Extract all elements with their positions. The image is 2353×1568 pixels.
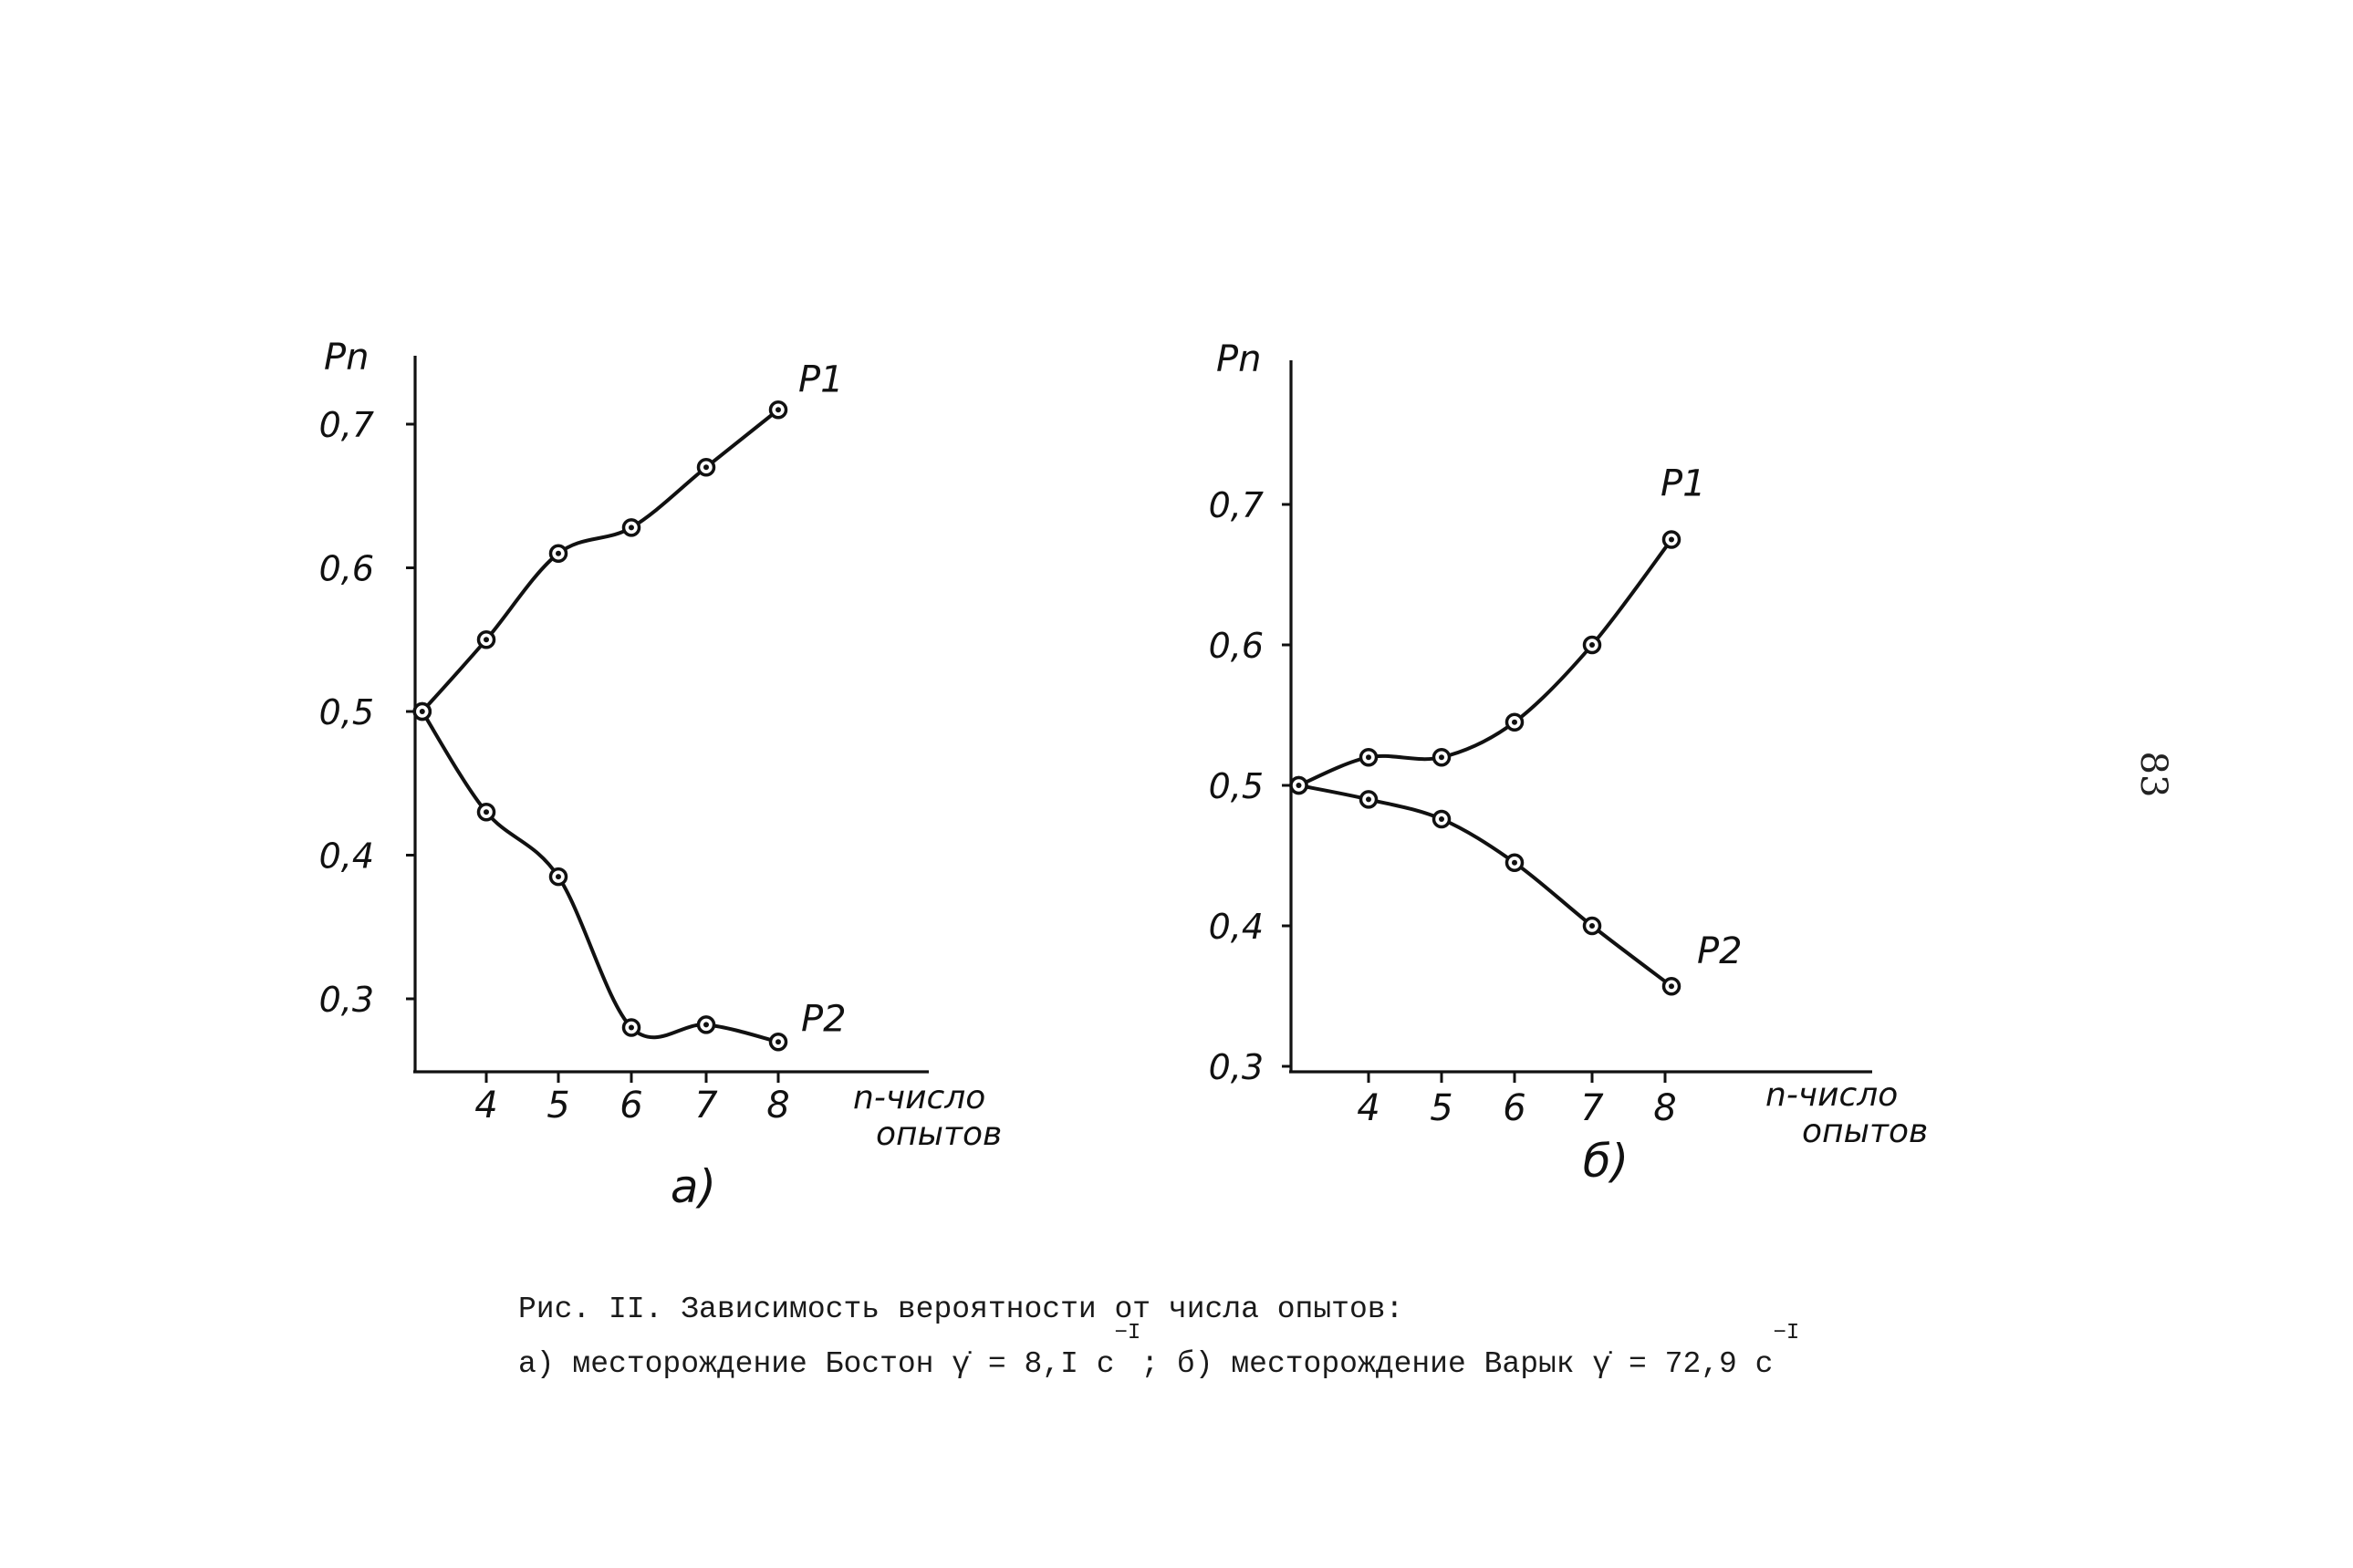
x-tick-label: 8 <box>766 1085 790 1127</box>
data-point-center <box>629 524 634 530</box>
x-axis-label-line-1: n-число <box>1765 1076 1899 1114</box>
data-point-center <box>1669 537 1674 543</box>
x-tick-label: 5 <box>1430 1087 1453 1129</box>
caption-exponent-a: −I <box>1114 1321 1141 1345</box>
y-tick-label: 0,4 <box>1208 907 1264 947</box>
data-point-center <box>629 1025 634 1031</box>
y-tick-label: 0,7 <box>318 405 374 445</box>
series-line-p1 <box>1299 540 1672 786</box>
x-tick-label: 5 <box>547 1085 570 1127</box>
series-line-p2 <box>422 711 778 1042</box>
series-line-p1 <box>422 410 778 711</box>
caption-line-1: Рис. II. Зависимость вероятности от числа опытов: <box>518 1293 1404 1326</box>
x-tick-label: 6 <box>619 1085 643 1127</box>
data-point-center <box>1589 642 1595 648</box>
series-label-p1: P1 <box>798 358 844 401</box>
y-tick-label: 0,6 <box>318 548 374 589</box>
caption-line-2-sep: ; б) месторождение Варык <box>1140 1347 1593 1381</box>
chart-panel-a <box>319 337 1003 1213</box>
x-tick-label: 4 <box>1357 1087 1380 1129</box>
data-point-center <box>1589 923 1595 929</box>
panel-label: а) <box>670 1160 717 1213</box>
panel-label: б) <box>1582 1135 1629 1188</box>
y-axis-label: Pn <box>324 337 370 379</box>
data-point-center <box>484 637 489 642</box>
x-axis-label-line-2: опытов <box>1802 1113 1929 1150</box>
data-point-center <box>420 709 425 714</box>
data-point-center <box>1439 816 1444 822</box>
caption-line-2-a: а) месторождение Бостон <box>518 1347 953 1381</box>
data-point-center <box>703 1022 709 1027</box>
caption-gamma-b: γ̇ = 72,9 с <box>1592 1347 1774 1381</box>
data-point-center <box>1669 983 1674 989</box>
y-tick-label: 0,3 <box>318 980 374 1020</box>
data-point-center <box>1512 860 1517 866</box>
x-tick-label: 7 <box>694 1085 718 1127</box>
x-axis-label-line-1: n-число <box>853 1079 986 1116</box>
data-point-center <box>1512 720 1517 725</box>
data-point-center <box>703 464 709 470</box>
x-tick-label: 7 <box>1580 1087 1604 1129</box>
y-tick-label: 0,7 <box>1208 485 1264 525</box>
y-tick-label: 0,5 <box>318 692 374 732</box>
x-tick-label: 6 <box>1503 1087 1526 1129</box>
series-label-p2: P2 <box>1697 930 1743 973</box>
data-point-center <box>556 874 561 879</box>
y-tick-label: 0,3 <box>1208 1047 1264 1087</box>
data-point-center <box>1439 754 1444 760</box>
x-tick-label: 4 <box>474 1085 498 1127</box>
data-point-center <box>776 1039 781 1044</box>
caption-exponent-b: −I <box>1773 1321 1800 1345</box>
data-point-center <box>1366 796 1371 802</box>
y-tick-label: 0,6 <box>1208 626 1264 666</box>
series-line-p2 <box>1299 785 1672 986</box>
figure-caption <box>518 1282 1799 1392</box>
series-label-p2: P2 <box>801 998 847 1041</box>
y-tick-label: 0,5 <box>1208 766 1264 806</box>
series-label-p1: P1 <box>1661 462 1706 505</box>
caption-gamma-a: γ̇ = 8,I с <box>952 1347 1115 1381</box>
data-point-center <box>484 809 489 815</box>
page-number: 83 <box>2132 751 2174 798</box>
data-point-center <box>1366 754 1371 760</box>
x-tick-label: 8 <box>1653 1087 1677 1129</box>
x-axis-label-line-2: опытов <box>876 1116 1003 1153</box>
data-point-center <box>556 551 561 556</box>
chart-panel-b <box>1209 338 1929 1188</box>
data-point-center <box>1296 783 1302 788</box>
data-point-center <box>776 407 781 412</box>
y-tick-label: 0,4 <box>318 836 374 877</box>
y-axis-label: Pn <box>1216 338 1262 380</box>
